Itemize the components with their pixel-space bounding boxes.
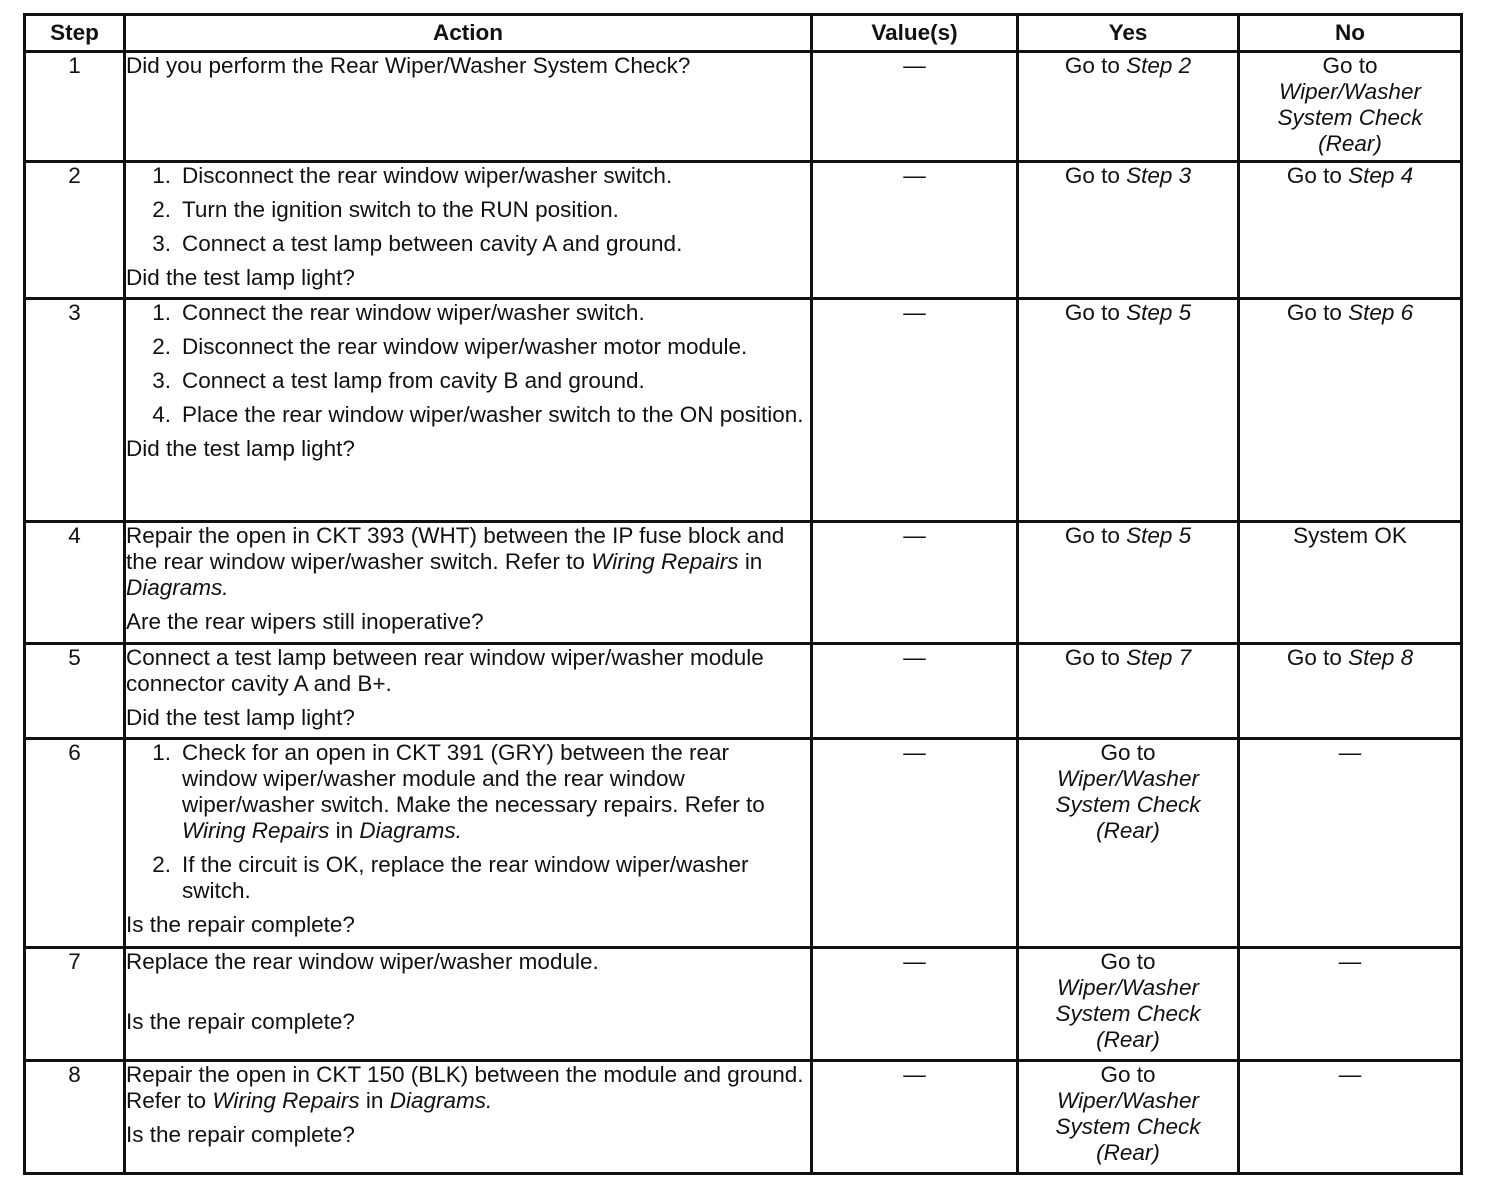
- substep: 1. Check for an open in CKT 391 (GRY) between the rear window wiper/washer module and the rear window wiper/washer switch. Make the necessary repairs. Refer to Wiring Repairs in Diagrams.: [152, 740, 765, 843]
- no-cell: [1239, 52, 1462, 162]
- question: Are the rear wipers still inoperative?: [126, 609, 484, 634]
- action-cell: [125, 739, 812, 948]
- yes-link[interactable]: Step 2: [1126, 53, 1192, 78]
- header-no: No: [1239, 15, 1462, 52]
- yes-link[interactable]: Step 5: [1126, 300, 1192, 325]
- instruction: Connect a test lamp between rear window wiper/washer module connector cavity A and B+.: [126, 645, 764, 696]
- question: Is the repair complete?: [126, 1009, 355, 1034]
- action-cell: [125, 162, 812, 299]
- step-number: 7: [25, 948, 125, 1061]
- header-values: Value(s): [812, 15, 1018, 52]
- value-cell: —: [812, 299, 1018, 522]
- header-row: [25, 15, 1462, 52]
- yes-prefix: Go to: [1064, 645, 1120, 670]
- step-number: 2: [25, 162, 125, 299]
- value-cell: —: [812, 644, 1018, 739]
- step-number: 1: [25, 52, 125, 162]
- yes-prefix: Go to: [1100, 740, 1156, 765]
- table-row: [25, 162, 1462, 299]
- yes-cell: [1018, 644, 1239, 739]
- yes-cell: [1018, 52, 1239, 162]
- substep: 1. Connect the rear window wiper/washer switch.: [152, 300, 645, 325]
- no-link[interactable]: Step 8: [1348, 645, 1414, 670]
- action-cell: [125, 1061, 812, 1174]
- substep-list: [126, 163, 810, 257]
- yes-cell: [1018, 948, 1239, 1061]
- table-row: [25, 644, 1462, 739]
- no-prefix: Go to: [1286, 163, 1342, 188]
- table-row: [25, 739, 1462, 948]
- action-cell: [125, 52, 812, 162]
- yes-link[interactable]: Step 3: [1126, 163, 1192, 188]
- value-cell: —: [812, 1061, 1018, 1174]
- substep: 3. Connect a test lamp between cavity A and ground.: [152, 231, 683, 256]
- table-row: [25, 1061, 1462, 1174]
- question: Did the test lamp light?: [126, 265, 355, 290]
- no-prefix: Go to: [1286, 645, 1342, 670]
- yes-cell: [1018, 299, 1239, 522]
- step-number: 5: [25, 644, 125, 739]
- action-cell: [125, 299, 812, 522]
- no-link[interactable]: Wiper/Washer System Check (Rear): [1277, 79, 1423, 156]
- yes-cell: [1018, 1061, 1239, 1174]
- yes-prefix: Go to: [1100, 1062, 1156, 1087]
- value-cell: —: [812, 52, 1018, 162]
- table-row: [25, 948, 1462, 1061]
- instruction: Replace the rear window wiper/washer module.: [126, 949, 599, 974]
- header-action: Action: [125, 15, 812, 52]
- no-cell: [1239, 299, 1462, 522]
- yes-prefix: Go to: [1064, 300, 1120, 325]
- table-row: [25, 522, 1462, 644]
- value-cell: —: [812, 948, 1018, 1061]
- question: Did the test lamp light?: [126, 436, 355, 461]
- no-cell: System OK: [1239, 522, 1462, 644]
- question: Did you perform the Rear Wiper/Washer System Check?: [126, 53, 691, 78]
- substep: 1. Disconnect the rear window wiper/washer switch.: [152, 163, 673, 188]
- substep-list: [126, 300, 810, 428]
- yes-cell: [1018, 162, 1239, 299]
- no-cell: —: [1239, 948, 1462, 1061]
- table-row: [25, 299, 1462, 522]
- ref-wiring-repairs[interactable]: Wiring Repairs: [182, 818, 330, 843]
- yes-prefix: Go to: [1064, 53, 1120, 78]
- yes-link[interactable]: Wiper/Washer System Check (Rear): [1055, 1088, 1201, 1165]
- substep: 2. Disconnect the rear window wiper/washer motor module.: [152, 334, 748, 359]
- table-row: [25, 52, 1462, 162]
- instruction: Repair the open in CKT 150 (BLK) between the module and ground. Refer to Wiring Repairs in Diagrams.: [126, 1062, 804, 1113]
- ref-diagrams[interactable]: Diagrams.: [359, 818, 462, 843]
- yes-prefix: Go to: [1064, 163, 1120, 188]
- step-number: 4: [25, 522, 125, 644]
- no-prefix: Go to: [1322, 53, 1378, 78]
- ref-diagrams[interactable]: Diagrams.: [126, 575, 229, 600]
- step-number: 6: [25, 739, 125, 948]
- value-cell: —: [812, 162, 1018, 299]
- question: Did the test lamp light?: [126, 705, 355, 730]
- yes-prefix: Go to: [1100, 949, 1156, 974]
- no-cell: [1239, 162, 1462, 299]
- no-link[interactable]: Step 4: [1348, 163, 1414, 188]
- question: Is the repair complete?: [126, 912, 355, 937]
- no-link[interactable]: Step 6: [1348, 300, 1414, 325]
- no-cell: —: [1239, 1061, 1462, 1174]
- yes-prefix: Go to: [1064, 523, 1120, 548]
- yes-cell: [1018, 522, 1239, 644]
- step-number: 3: [25, 299, 125, 522]
- step-number: 8: [25, 1061, 125, 1174]
- substep: 3. Connect a test lamp from cavity B and ground.: [152, 368, 645, 393]
- action-cell: [125, 948, 812, 1061]
- no-cell: —: [1239, 739, 1462, 948]
- instruction: Repair the open in CKT 393 (WHT) between the IP fuse block and the rear window wiper/washer switch. Refer to Wiring Repairs in Diagrams.: [126, 523, 785, 600]
- yes-link[interactable]: Step 5: [1126, 523, 1192, 548]
- value-cell: —: [812, 522, 1018, 644]
- no-cell: [1239, 644, 1462, 739]
- substep: 4. Place the rear window wiper/washer switch to the ON position.: [152, 402, 804, 427]
- no-prefix: Go to: [1286, 300, 1342, 325]
- ref-wiring-repairs[interactable]: Wiring Repairs: [591, 549, 739, 574]
- header-yes: Yes: [1018, 15, 1239, 52]
- header-step: Step: [25, 15, 125, 52]
- diagnostic-table: [23, 13, 1463, 1175]
- ref-diagrams[interactable]: Diagrams.: [389, 1088, 493, 1113]
- yes-link[interactable]: Wiper/Washer System Check (Rear): [1055, 766, 1201, 843]
- yes-link[interactable]: Wiper/Washer System Check (Rear): [1055, 975, 1201, 1052]
- action-cell: [125, 522, 812, 644]
- yes-cell: [1018, 739, 1239, 948]
- ref-wiring-repairs[interactable]: Wiring Repairs: [212, 1088, 360, 1113]
- action-cell: [125, 644, 812, 739]
- substep: 2. Turn the ignition switch to the RUN position.: [152, 197, 619, 222]
- yes-link[interactable]: Step 7: [1126, 645, 1192, 670]
- question: Is the repair complete?: [126, 1122, 355, 1147]
- substep-list: [126, 740, 810, 904]
- value-cell: —: [812, 739, 1018, 948]
- substep: 2. If the circuit is OK, replace the rear window wiper/washer switch.: [152, 852, 749, 903]
